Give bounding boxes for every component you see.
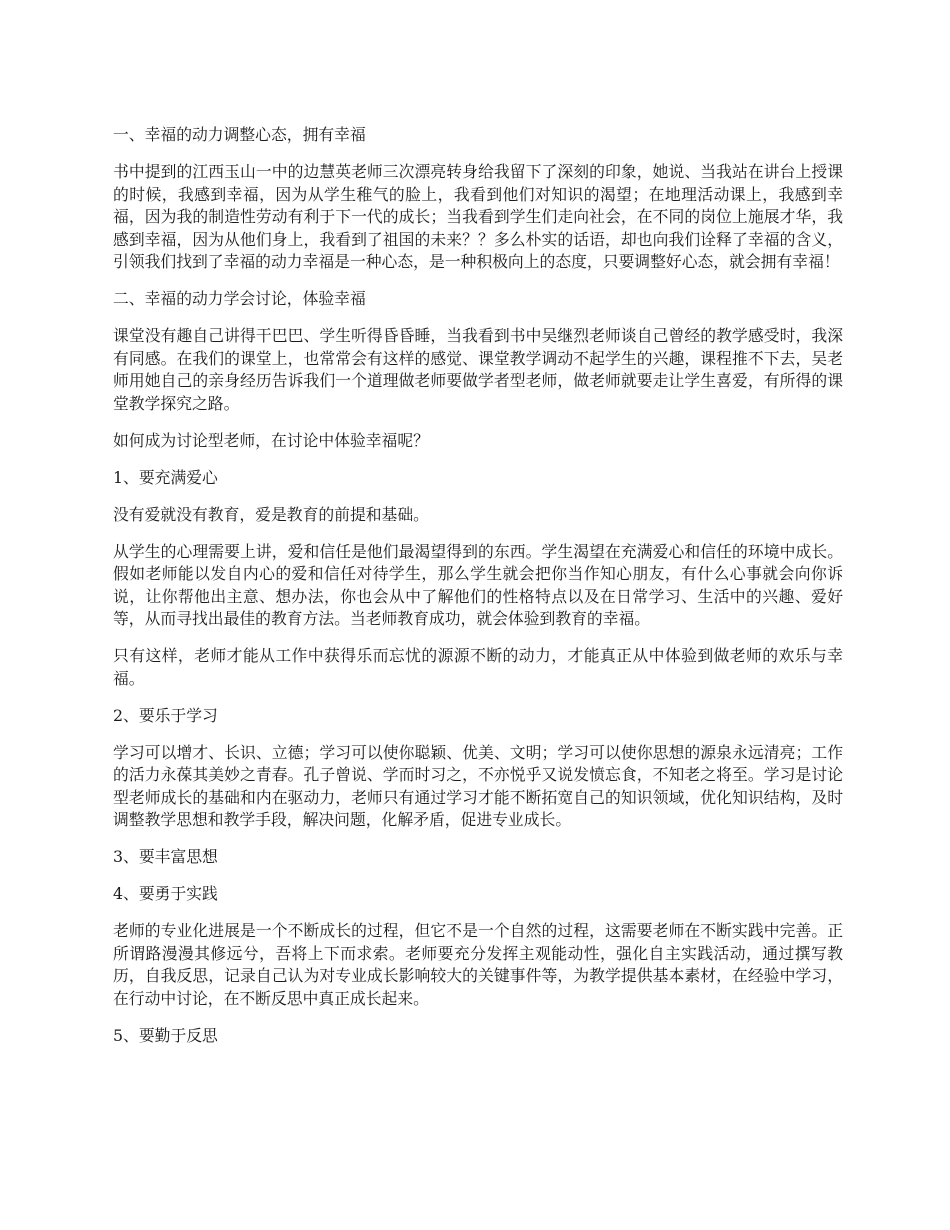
paragraph-learning: 学习可以增才、长识、立德；学习可以使你聪颖、优美、文明；学习可以使你思想的源泉永远清亮；工作的活力永葆其美妙之青春。孔子曾说、学而时习之，不亦悦乎又说发愤忘食，不知老之将至。学习是讨论型老师成长的基础和内在驱动力，老师只有通过学习才能不断拓宽自己的知识领域，优化知识结构，及时调整教学思想和教学手段，解决问题，化解矛盾，促进专业成长。	[113, 742, 843, 829]
subheading-learning: 2、要乐于学习	[113, 705, 218, 725]
section-heading-happiness-mindset: 一、幸福的动力调整心态，拥有幸福	[113, 125, 366, 144]
paragraph-only-this-way: 只有这样，老师才能从工作中获得乐而忘忧的源源不断的动力，才能真正从中体验到做老师的欢乐与幸福。	[113, 646, 843, 688]
document-body	[113, 124, 843, 1062]
paragraph-wu-jilie: 课堂没有趣自己讲得干巴巴、学生听得昏昏睡，当我看到书中吴继烈老师谈自己曾经的教学感受时，我深有同感。在我们的课堂上，也常常会有这样的感觉、课堂教学调动不起学生的兴趣，课程推不下去，吴老师用她自己的亲身经历告诉我们一个道理做老师要做学者型老师，做老师就要走让学生喜爱，有所得的课堂教学探究之路。	[113, 326, 843, 413]
paragraph-practice: 老师的专业化进展是一个不断成长的过程，但它不是一个自然的过程，这需要老师在不断实践中完善。正所谓路漫漫其修远兮，吾将上下而求索。老师要充分发挥主观能动性，强化自主实践活动，通过撰写教历，自我反思，记录自己认为对专业成长影响较大的关键事件等，为教学提供基本素材，在经验中学习，在行动中讨论，在不断反思中真正成长起来。	[113, 921, 843, 1008]
question-heading: 如何成为讨论型老师，在讨论中体验幸福呢？	[113, 430, 429, 450]
subheading-love: 1、要充满爱心	[113, 467, 218, 487]
paragraph-student-trust: 从学生的心理需要上讲，爱和信任是他们最渴望得到的东西。学生渴望在充满爱心和信任的环境中成长。假如老师能以发自内心的爱和信任对待学生，那么学生就会把你当作知心朋友，有什么心事就会向你诉说，让你帮他出主意、想办法，你也会从中了解他们的性格特点以及在日常学习、生活中的兴趣、爱好等，从而寻找出最佳的教育方法。当老师教育成功，就会体验到教育的幸福。	[113, 541, 843, 628]
subheading-reflection: 5、要勤于反思	[113, 1025, 218, 1045]
section-heading-research-experience: 二、幸福的动力学会讨论，体验幸福	[113, 289, 366, 308]
paragraph-love-foundation: 没有爱就没有教育，爱是教育的前提和基础。	[113, 504, 429, 524]
subheading-ideas: 3、要丰富思想	[113, 847, 218, 866]
paragraph-bian-huiying: 书中提到的江西玉山一中的边慧英老师三次漂亮转身给我留下了深刻的印象，她说、当我站在讲台上授课的时候，我感到幸福，因为从学生稚气的脸上，我看到他们对知识的渴望；在地理活动课上，我感到幸福，因为我的制造性劳动有利于下一代的成长；当我看到学生们走向社会，在不同的岗位上施展才华，我感到幸福，因为从他们身上，我看到了祖国的未来？？多么朴实的话语，却也向我们诠释了幸福的含义，引领我们找到了幸福的动力幸福是一种心态，是一种积极向上的态度，只要调整好心态，就会拥有幸福！	[113, 162, 843, 271]
subheading-practice: 4、要勇于实践	[113, 884, 218, 903]
